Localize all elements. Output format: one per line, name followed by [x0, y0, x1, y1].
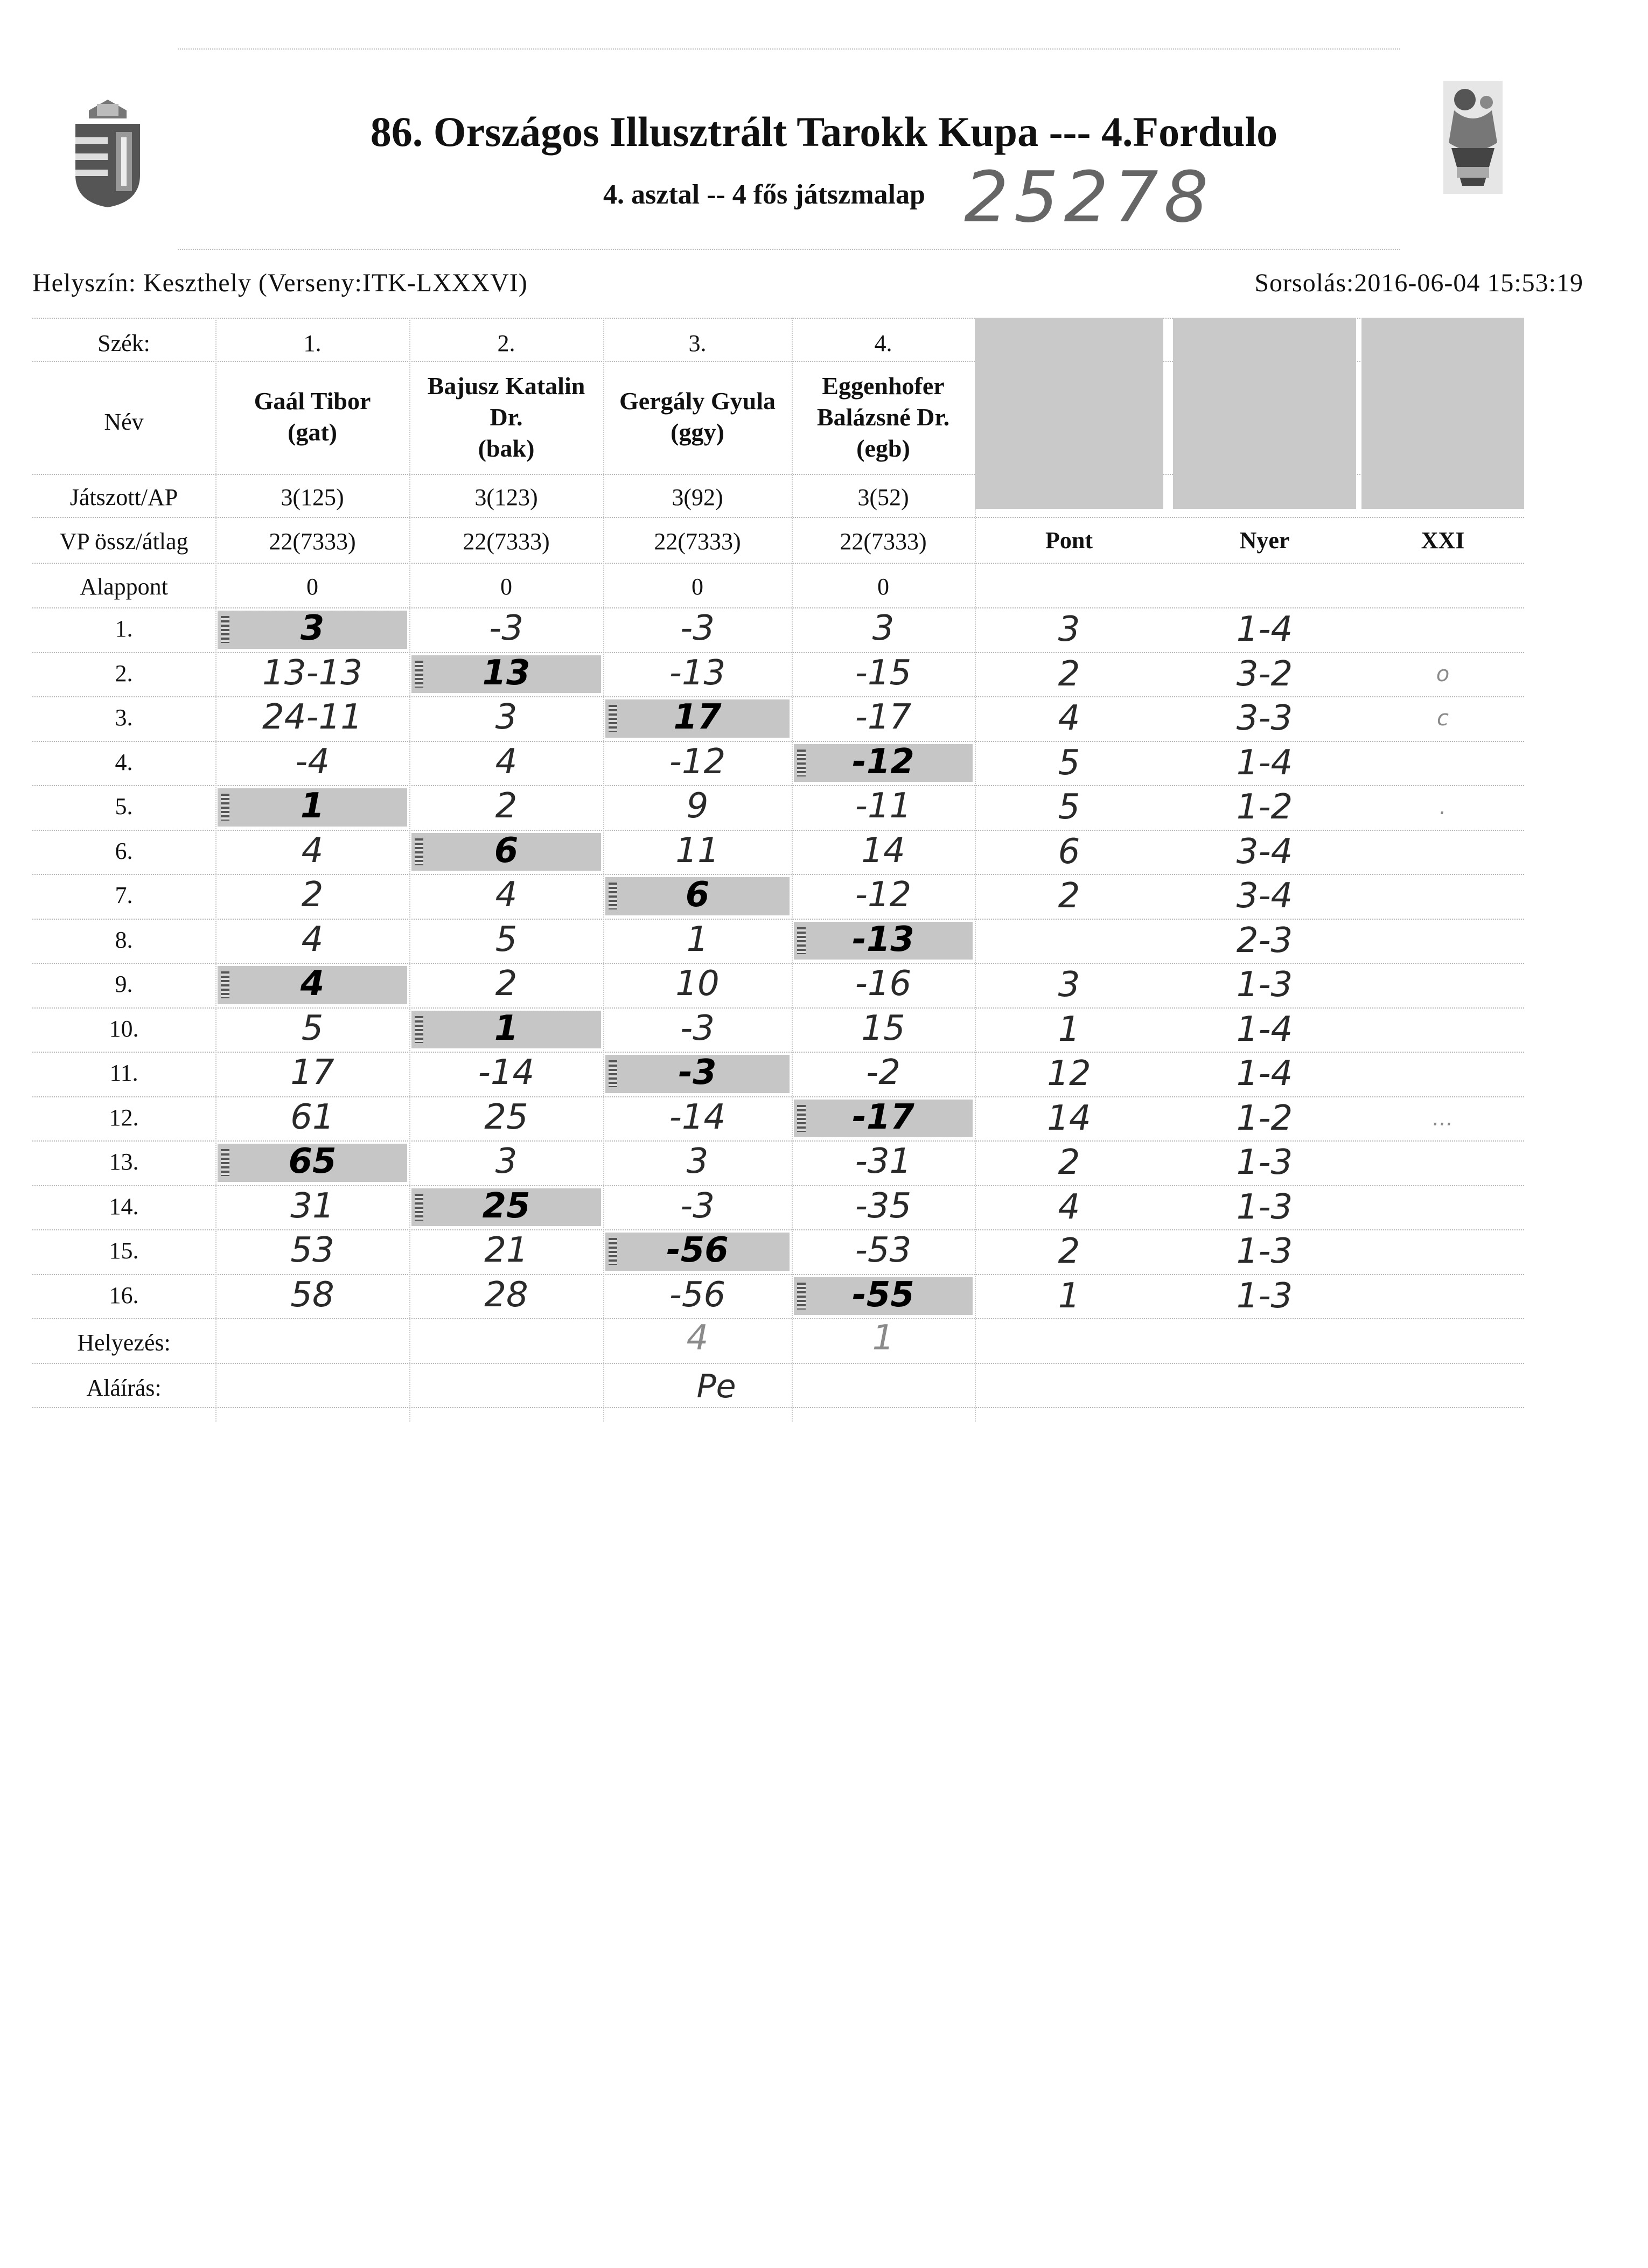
round-label: 3. — [115, 704, 133, 731]
round-label: 12. — [109, 1104, 139, 1131]
draw-timestamp: Sorsolás:2016-06-04 15:53:19 — [1254, 269, 1583, 297]
round-score: 6 — [685, 875, 710, 915]
vp-value: 22(7333) — [840, 528, 927, 555]
player-name-line2: Balázsné Dr. — [816, 403, 950, 431]
round-score: -53 — [855, 1230, 912, 1270]
grid-hline — [32, 919, 1524, 920]
placement-seat-4: 1 — [872, 1318, 895, 1358]
round-score: 25 — [482, 1186, 530, 1226]
round-score: 61 — [290, 1097, 334, 1137]
grid-hline — [32, 785, 1524, 786]
round-label: 14. — [109, 1193, 139, 1220]
round-score: 4 — [301, 830, 324, 871]
round-score: -3 — [680, 1008, 715, 1048]
grid-hline — [32, 1363, 1524, 1364]
base-value: 0 — [692, 573, 703, 600]
round-score: -35 — [855, 1186, 912, 1226]
round-label: 11. — [109, 1060, 138, 1086]
header-shade-pont — [975, 318, 1163, 509]
name-label: Név — [104, 409, 144, 435]
player-name — [792, 370, 975, 464]
round-score: 6 — [494, 830, 519, 871]
round-score: -17 — [852, 1097, 914, 1137]
nyer-value: 1-3 — [1236, 1231, 1293, 1271]
round-score: 9 — [686, 786, 709, 826]
xxi-value: o — [1436, 661, 1450, 687]
page-title: 86. Országos Illusztrált Tarokk Kupa --- 4.Fordulo — [370, 108, 1278, 155]
round-label: 9. — [115, 971, 133, 997]
round-label: 5. — [115, 793, 133, 820]
round-score: 24-11 — [262, 697, 362, 737]
round-score: 11 — [675, 830, 720, 871]
round-score: 21 — [484, 1230, 528, 1270]
pont-value: 2 — [1058, 654, 1080, 694]
played-value: 3(52) — [857, 484, 909, 510]
pont-value: 14 — [1047, 1098, 1091, 1138]
pont-value: 2 — [1058, 876, 1080, 916]
grid-hline — [32, 1096, 1524, 1097]
table-subtitle: 4. asztal -- 4 fős játszmalap — [603, 179, 925, 210]
round-score: 2 — [495, 786, 518, 826]
round-score: 5 — [495, 919, 518, 960]
round-score: -4 — [295, 741, 330, 782]
grid-hline — [32, 1407, 1524, 1408]
round-score: 1 — [686, 919, 709, 960]
nyer-value: 2-3 — [1236, 920, 1293, 961]
round-score: 15 — [861, 1008, 905, 1048]
player-name-line1: Eggenhofer — [822, 372, 945, 400]
grid-hline — [32, 741, 1524, 742]
header-pont: Pont — [1045, 527, 1093, 554]
grid-hline — [32, 1274, 1524, 1275]
round-score: -2 — [866, 1053, 900, 1093]
seat-label: Szék: — [97, 330, 150, 356]
round-score: -12 — [855, 875, 912, 915]
round-score: 53 — [290, 1230, 334, 1270]
nyer-value: 1-4 — [1236, 743, 1293, 783]
round-score: 17 — [673, 697, 722, 737]
seat-number: 3. — [688, 330, 707, 356]
round-score: 17 — [290, 1053, 334, 1093]
placement-label: Helyezés: — [77, 1329, 171, 1356]
played-value: 3(92) — [672, 484, 723, 510]
round-score: 31 — [290, 1186, 334, 1226]
vp-value: 22(7333) — [654, 528, 741, 555]
round-score: -13 — [669, 653, 726, 693]
grid-hline — [32, 1140, 1524, 1142]
signature-label: Aláírás: — [86, 1375, 162, 1401]
grid-hline — [32, 874, 1524, 875]
nyer-value: 1-4 — [1236, 1009, 1293, 1049]
round-score: -15 — [855, 653, 912, 693]
round-score: -12 — [669, 741, 726, 782]
header-xxi: XXI — [1421, 527, 1465, 554]
pont-value: 6 — [1058, 831, 1080, 872]
grid-hline — [32, 652, 1524, 653]
grid-hline — [32, 563, 1524, 564]
round-score: 4 — [495, 875, 518, 915]
round-score: 25 — [484, 1097, 528, 1137]
grid-hline — [32, 517, 1524, 518]
round-score: -17 — [855, 697, 912, 737]
round-score: 3 — [495, 1142, 518, 1181]
player-name-line1: Gaál Tibor — [254, 387, 371, 415]
pont-value: 2 — [1058, 1231, 1080, 1271]
location-info: Helyszín: Keszthely (Verseny:ITK-LXXXVI) — [32, 269, 528, 297]
grid-hline — [32, 830, 1524, 831]
round-score: 28 — [484, 1275, 528, 1315]
signature-scribble: Pe — [696, 1368, 736, 1405]
grid-hline — [32, 963, 1524, 964]
nyer-value: 1-3 — [1236, 1143, 1293, 1182]
round-score: 1 — [494, 1008, 519, 1048]
round-label: 13. — [109, 1149, 139, 1175]
round-score: -56 — [669, 1275, 726, 1315]
pont-value: 1 — [1058, 1276, 1080, 1316]
round-score: 4 — [495, 741, 518, 782]
grid-hline — [32, 696, 1524, 697]
xxi-value: . — [1439, 795, 1447, 820]
player-name-line1: Gergály Gyula — [619, 387, 776, 415]
round-score: -11 — [855, 786, 912, 826]
round-score: 13-13 — [262, 653, 362, 693]
round-score: 5 — [301, 1008, 324, 1048]
nyer-value: 3-4 — [1236, 876, 1293, 916]
grid-hline — [32, 1052, 1524, 1053]
nyer-value: 1-2 — [1236, 787, 1293, 827]
base-value: 0 — [500, 573, 512, 600]
xxi-value: ... — [1432, 1105, 1454, 1131]
pont-value: 2 — [1058, 1143, 1080, 1182]
handwritten-id: 25278 — [964, 156, 1214, 238]
round-score: -55 — [852, 1275, 914, 1315]
pont-value: 5 — [1058, 743, 1080, 783]
vp-value: 22(7333) — [463, 528, 550, 555]
nyer-value: 1-4 — [1236, 1054, 1293, 1094]
round-score: -3 — [680, 608, 715, 648]
round-score: 1 — [300, 786, 325, 826]
round-label: 4. — [115, 748, 133, 775]
grid-hline — [32, 1229, 1524, 1230]
pont-value: 4 — [1058, 698, 1080, 738]
round-score: 3 — [872, 608, 895, 648]
seat-number: 2. — [497, 330, 515, 356]
grid-hline — [32, 607, 1524, 608]
pont-value: 4 — [1058, 1187, 1080, 1227]
player-name-line2: Dr. — [490, 403, 523, 431]
round-score: 65 — [288, 1142, 337, 1181]
header-nyer: Nyer — [1239, 527, 1290, 554]
header-shade-xxi — [1361, 318, 1524, 509]
nyer-value: 3-2 — [1236, 654, 1293, 694]
grid-hline — [32, 1007, 1524, 1009]
player-name — [603, 386, 792, 448]
pont-value: 12 — [1047, 1054, 1091, 1094]
xxi-value: c — [1437, 706, 1449, 731]
vp-label: VP össz/átlag — [59, 528, 188, 555]
round-score: -14 — [478, 1053, 535, 1093]
round-label: 6. — [115, 837, 133, 864]
player-name-line1: Bajusz Katalin — [427, 372, 585, 400]
pont-value: 5 — [1058, 787, 1080, 827]
round-score: 3 — [300, 608, 325, 648]
seat-number: 4. — [874, 330, 892, 356]
pont-value: 3 — [1058, 610, 1080, 649]
played-label: Játszott/AP — [69, 484, 178, 510]
round-score: 58 — [290, 1275, 334, 1315]
player-name — [215, 386, 409, 448]
round-score: -3 — [678, 1053, 717, 1093]
nyer-value: 1-2 — [1236, 1098, 1293, 1138]
nyer-value: 1-3 — [1236, 1187, 1293, 1227]
round-score: 3 — [495, 697, 518, 737]
nyer-value: 3-4 — [1236, 831, 1293, 872]
round-score: -31 — [855, 1142, 912, 1181]
nyer-value: 1-4 — [1236, 610, 1293, 649]
pont-value: 1 — [1058, 1009, 1080, 1049]
player-code: (bak) — [478, 435, 535, 462]
pont-value: 3 — [1058, 965, 1080, 1005]
round-score: 4 — [301, 919, 324, 960]
played-value: 3(125) — [281, 484, 344, 510]
player-code: (ggy) — [671, 418, 724, 446]
placement-seat-3: 4 — [686, 1318, 709, 1358]
round-label: 7. — [115, 882, 133, 908]
nyer-value: 3-3 — [1236, 698, 1293, 738]
vp-value: 22(7333) — [269, 528, 356, 555]
round-score: 4 — [300, 964, 325, 1004]
player-name — [409, 370, 603, 464]
round-score: -16 — [855, 964, 912, 1004]
round-label: 2. — [115, 660, 133, 687]
round-score: 2 — [301, 875, 324, 915]
round-score: 10 — [675, 964, 720, 1004]
round-score: 2 — [495, 964, 518, 1004]
player-code: (egb) — [856, 435, 910, 462]
round-score: -3 — [680, 1186, 715, 1226]
header-shade-nyer — [1173, 318, 1356, 509]
nyer-value: 1-3 — [1236, 1276, 1293, 1316]
round-label: 15. — [109, 1237, 139, 1264]
base-label: Alappont — [80, 573, 168, 600]
played-value: 3(123) — [474, 484, 538, 510]
round-score: -13 — [852, 919, 914, 960]
round-label: 1. — [115, 615, 133, 642]
round-label: 16. — [109, 1282, 139, 1308]
round-score: 13 — [482, 653, 530, 693]
seat-number: 1. — [303, 330, 322, 356]
grid-hline — [32, 1185, 1524, 1186]
base-value: 0 — [877, 573, 889, 600]
base-value: 0 — [306, 573, 318, 600]
player-code: (gat) — [288, 418, 337, 446]
round-label: 10. — [109, 1015, 139, 1042]
round-score: 3 — [686, 1142, 709, 1181]
nyer-value: 1-3 — [1236, 965, 1293, 1005]
round-score: -12 — [852, 741, 914, 782]
round-score: -56 — [666, 1230, 729, 1270]
round-score: -3 — [489, 608, 523, 648]
round-label: 8. — [115, 926, 133, 953]
round-score: -14 — [669, 1097, 726, 1137]
round-score: 14 — [861, 830, 905, 871]
